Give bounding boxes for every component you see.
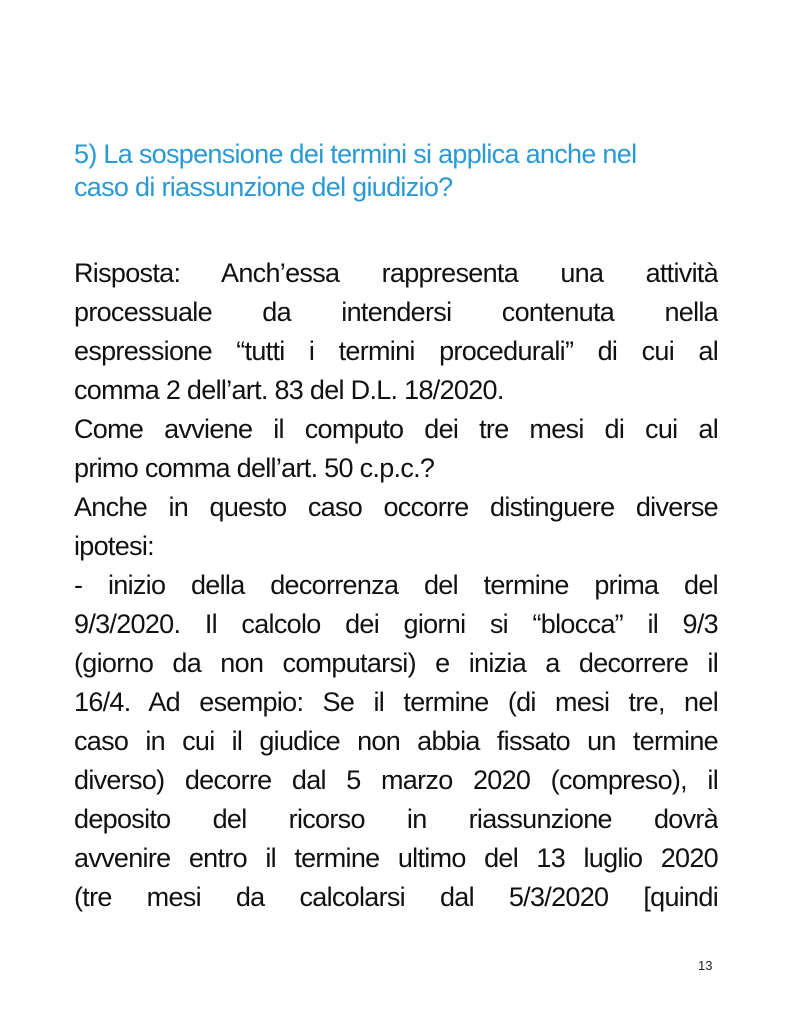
body-line: comma 2 dell’art. 83 del D.L. 18/2020.	[74, 375, 504, 405]
body-line: caso in cui il giudice non abbia fissato un termine	[74, 726, 718, 756]
body-line: ipotesi:	[74, 531, 154, 561]
heading-line: caso di riassunzione del giudizio?	[74, 172, 453, 202]
body-line: 9/3/2020. Il calcolo dei giorni si “blocca” il 9/3	[74, 609, 718, 639]
body-line: deposito del ricorso in riassunzione dovrà	[74, 804, 718, 834]
body-line: espressione “tutti i termini procedurali” di cui al	[74, 336, 718, 366]
body-line: - inizio della decorrenza del termine prima del	[74, 570, 718, 600]
body-line: avvenire entro il termine ultimo del 13 luglio 2020	[74, 843, 718, 873]
body-line: Risposta: Anch’essa rappresenta una attività	[74, 258, 718, 288]
body-line: processuale da intendersi contenuta nella	[74, 297, 718, 327]
page-number: 13	[698, 958, 713, 973]
body-line: Anche in questo caso occorre distinguere diverse	[74, 492, 718, 522]
body-text	[74, 254, 718, 917]
body-line: diverso) decorre dal 5 marzo 2020 (compreso), il	[74, 765, 718, 795]
body-line: Come avviene il computo dei tre mesi di cui al	[74, 414, 718, 444]
section-heading	[74, 138, 724, 204]
heading-line: 5) La sospensione dei termini si applica anche nel	[74, 139, 637, 169]
body-line: 16/4. Ad esempio: Se il termine (di mesi tre, nel	[74, 687, 718, 717]
body-line: (giorno da non computarsi) e inizia a decorrere il	[74, 648, 718, 678]
body-line: (tre mesi da calcolarsi dal 5/3/2020 [quindi	[74, 882, 718, 912]
body-line: primo comma dell’art. 50 c.p.c.?	[74, 453, 435, 483]
